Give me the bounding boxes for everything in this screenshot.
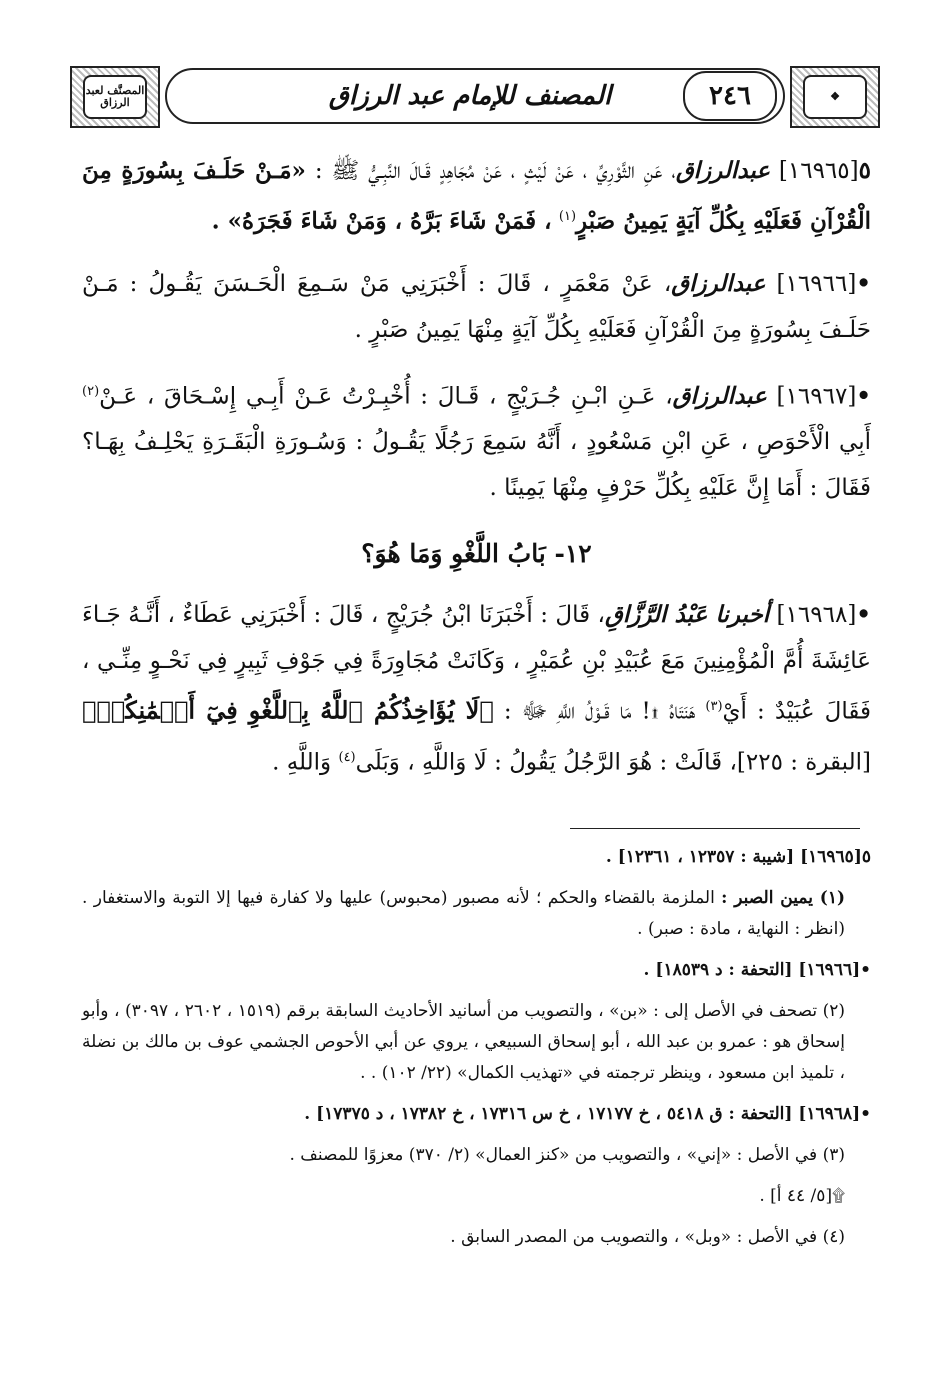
hadith-source: عبدالرزاق [671,269,766,297]
note-3: (٣) في الأصل : «إني» ، والتصويب من «كنز العمال» (٢/ ٣٧٠) معزوًا للمصنف . [289,1145,845,1165]
page-header [70,62,880,132]
hadith-source: عبدالرزاق [675,157,770,184]
hadith-number: [١٦٩٦٧] [776,383,857,410]
hadith-text: ، قَالَ : أَخْبَرَنَا ابْنُ جُرَيْجٍ ، قَالَ : أَخْبَرَنِي عَطَاءٌ ، أَنَّـهُ جَـاءَ عَائِشَةَ أُمَّ الْمُؤْمِنِينَ مَعَ عُبَيْدِ بْنِ عُمَيْرٍ ، وَكَانَتْ مُجَاوِرَةً فِي جَوْفِ ثَبِيرٍ فِي نَحْـوٍ مِنِّـي ، فَقَالَ عُبَيْدٌ : أَيْ [82,602,871,725]
note-ref-16968: •[١٦٩٦٨] [التحفة : ق ٥٤١٨ ، خ ١٧١٧٧ ، خ س ١٧٣١٦ ، خ ١٧٣٨٢ ، د ١٧٣٧٥] . [304,1104,871,1124]
footnote-ref[interactable]: (٢) [82,383,100,399]
hadith-number: [١٦٩٦٨] [776,602,857,629]
hadith-text-cont: هَنَتَاهُ ۩! مَا قَـوْلُ اللَّهِ ﷻ : [503,698,696,725]
note-label: (١) يمين الصبر : [721,888,846,908]
ornament-logo-right: ❖ [803,75,867,119]
footnote-ref[interactable]: (٤) [338,749,356,765]
hadith-quote-end: ، فَمَنْ شَاءَ بَرَّهُ ، وَمَنْ شَاءَ فَجَرَهُ» . [211,207,552,235]
hadith-16966 [82,261,871,353]
header-ornament-left [70,66,160,128]
footnote-ref[interactable]: (٣) [705,699,723,715]
hadith-text-end: [البقرة : ٢٢٥]، قَالَتْ : هُوَ الرَّجُلُ يَقُولُ : لَا وَاللَّهِ ، وَبَلَى [355,749,871,776]
note-1 [82,883,871,945]
header-title-band [165,68,785,124]
hadith-16965 [82,148,871,245]
footnote-ref[interactable]: (١) [558,209,577,224]
hadith-text: ، عَنِ الثَّوْرِيِّ ، عَنْ لَيْثٍ ، عَنْ مُجَاهِدٍ قَـالَ النَّبِـيُّ ﷺ : [314,158,676,184]
hadith-marker: ٥ [858,157,871,184]
hadith-text-cont: أَبِي الْأَحْوَصِ ، عَنِ ابْنِ مَسْعُودٍ ، أَنَّهُ سَمِعَ رَجُلًا يَقُـولُ : وَسُـورَةِ الْبَقَـرَةِ يَحْلِـفُ بِهَـا؟ فَقَالَ : أَمَا إِنَّ عَلَيْهِ بِكُلِّ حَرْفٍ مِنْهَا يَمِينًا . [82,429,871,502]
running-title: المصنف للإمام عبد الرزاق [328,81,612,111]
hadith-marker: • [856,382,871,410]
page-number: ٢٤٦ [683,71,777,121]
hadith-16968 [82,592,871,785]
note-4: (٤) في الأصل : «وبل» ، والتصويب من المصدر السابق . [450,1227,845,1247]
ornament-logo: المصنَّف لعبد الرزاق [83,75,147,119]
note-ref-16966: •[١٦٩٦٦] [التحفة : د ١٨٥٣٩] . [643,960,871,980]
hadith-16967 [82,369,871,512]
hadith-number: [١٦٩٦٦] [776,270,857,297]
note-ref-16965: ٥[١٦٩٦٥] [شيبة : ١٢٣٥٧ ، ١٢٣٦١] . [605,847,871,867]
footnotes [82,842,871,1263]
hadith-number: [١٦٩٦٥] [778,158,859,184]
header-ornament-right [790,66,880,128]
hadith-text: ، عَنْ مَعْمَرٍ ، قَالَ : أَخْبَرَنِي مَنْ سَـمِعَ الْحَـسَنَ يَقُـولُ : مَـنْ حَلَـفَ بِسُورَةٍ مِنَ الْقُرْآنِ فَعَلَيْهِ بِكُلِّ آيَةٍ مِنْهَا يَمِينُ صَبْرٍ . [82,270,871,343]
folio-mark: ۩[٥/ ٤٤ أ] . [759,1186,845,1206]
hadith-marker: • [856,269,871,297]
chapter-title: ١٢- بَابُ اللَّغْوِ وَمَا هُوَ؟ [361,539,592,569]
footnote-divider [570,828,860,829]
main-text [82,148,871,802]
hadith-text-tail: وَاللَّهِ . [272,749,332,776]
hadith-source: أخبرنا عَبْدُ الرَّزَّاقِ [604,601,770,629]
note-text: الملزمة بالقضاء والحكم ؛ لأنه مصبور (محبوس) عليها ولا كفارة فيها إلا التوبة والاستغفار . (انظر : النهاية ، مادة : صبر) . [82,888,845,939]
hadith-text: ، عَـنِ ابْـنِ جُـرَيْجٍ ، قَـالَ : أُخْبِـرْتُ عَـنْ أَبِـي إِسْـحَاقَ ، عَـنْ [99,383,673,410]
note-2: (٢) تصحف في الأصل إلى : «بن» ، والتصويب من أسانيد الأحاديث السابقة برقم (١٥١٩ ، ٢٦٠٢ ، ٣٠٩٧) ، وأبو إسحاق هو : عمرو بن عبد الله ، أبو إسحاق السبيعي ، يروي عن أبي الأحوص الجشمي عوف بن مالك بن نضلة ، تلميذ ابن مسعود ، وينظر ترجمته في «تهذيب الكمال» (٢٢/ ١٠٢) . . [82,1001,846,1083]
quran-verse: ﴿لَا يُؤَاخِذُكُمُ ٱللَّهُ بِٱللَّغْوِ فِيٓ أَيۡمَٰنِكُمۡ﴾ [82,695,494,725]
hadith-quote: «مَـنْ حَلَـفَ بِسُورَةٍ مِنَ الْقُرْآنِ فَعَلَيْهِ بِكُلِّ آيَةٍ يَمِينُ صَبْرٍ [82,157,871,235]
hadith-marker: • [856,601,871,629]
hadith-source: عبدالرزاق [672,382,767,410]
